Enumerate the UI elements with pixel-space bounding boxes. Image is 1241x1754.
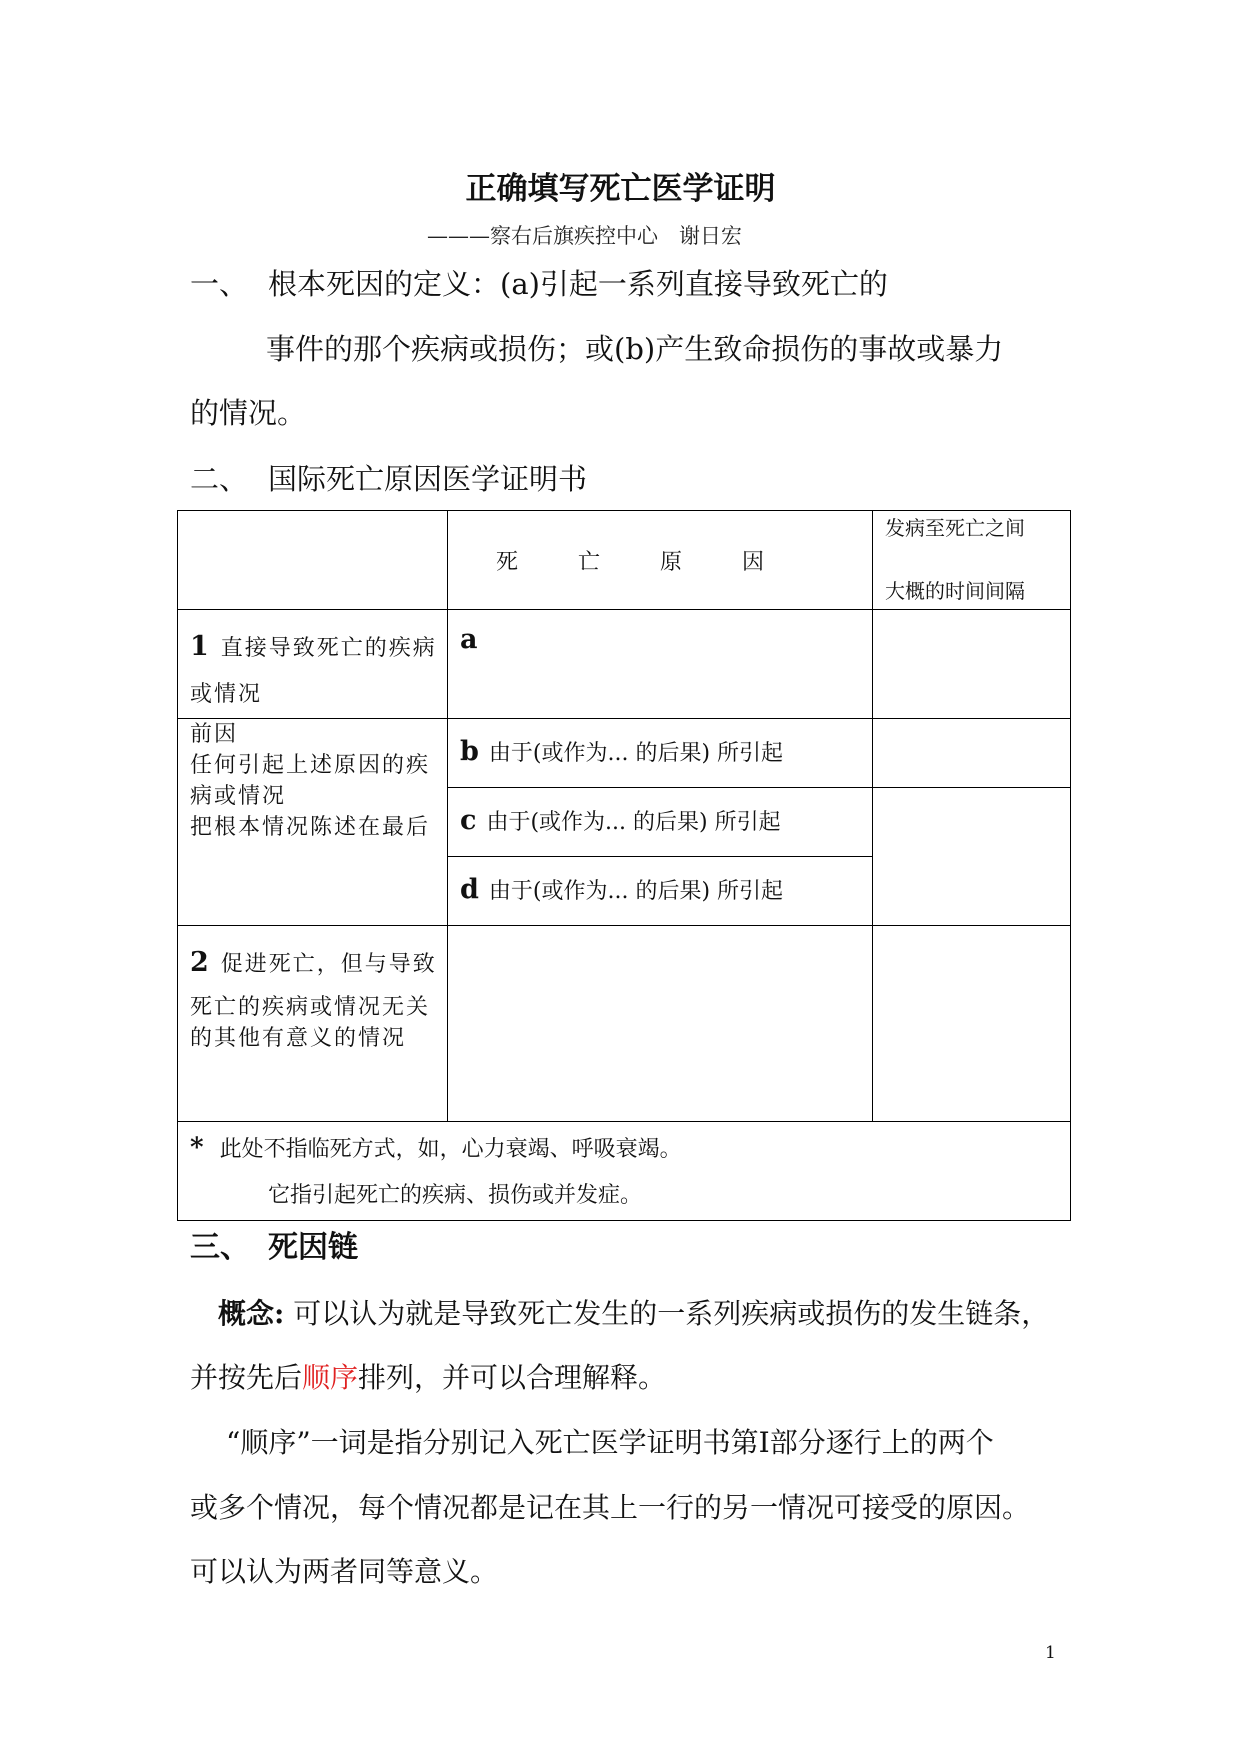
part2-cause-cell[interactable]	[448, 926, 873, 1122]
cause-header-char: 因	[742, 549, 765, 575]
part2-label-2: 死亡的疾病或情况无关的其他有意义的情况	[190, 995, 431, 1051]
interval-header-line2: 大概的时间间隔	[885, 579, 1025, 603]
section2-number: 二、	[190, 462, 249, 496]
row-d-letter: d	[460, 874, 479, 905]
header-blank-cell	[178, 511, 448, 610]
section1-text: 根本死因的定义：(a)引起一系列直接导致死亡的	[268, 267, 888, 301]
row-d-cell[interactable]	[448, 857, 873, 926]
row-b-interval-cell[interactable]	[873, 719, 1071, 788]
part2-label-line1	[190, 940, 447, 988]
row-b-letter: b	[460, 736, 479, 767]
document-title: 正确填写死亡医学证明	[465, 171, 776, 207]
section2-text: 国际死亡原因医学证明书	[268, 462, 588, 496]
note-text-1: 此处不指临死方式，如，心力衰竭、呼吸衰竭。	[219, 1137, 682, 1162]
part2-label-1: 促进死亡，但与导致	[220, 952, 437, 977]
certificate-table	[177, 510, 1071, 1221]
order-paragraph-line3: 可以认为两者同等意义。	[190, 1555, 499, 1588]
antecedent-label-3: 把根本情况陈述在最后	[190, 815, 431, 840]
antecedent-label-2: 任何引起上述原因的疾病或情况	[190, 753, 431, 809]
concept-label: 概念:	[218, 1297, 285, 1330]
row-b-cell[interactable]	[448, 719, 873, 788]
section3-text: 死因链	[268, 1230, 358, 1265]
part2-interval-cell[interactable]	[873, 926, 1071, 1122]
section1-line2: 事件的那个疾病或损伤；或(b)产生致命损伤的事故或暴力	[266, 332, 1004, 366]
cause-header-cell	[448, 511, 873, 610]
row-a	[178, 610, 1071, 719]
row-a-interval-cell[interactable]	[873, 610, 1071, 719]
section1-line1	[190, 262, 888, 303]
cause-header-char: 原	[660, 549, 683, 575]
section3-heading	[190, 1222, 358, 1266]
cause-header-char: 亡	[578, 549, 601, 575]
section1-line3: 的情况。	[190, 396, 307, 430]
row-c-letter: c	[460, 805, 477, 836]
row-b-text: 由于(或作为... 的后果) 所引起	[488, 741, 784, 766]
concept-line2-before: 并按先后	[190, 1361, 303, 1394]
note-line1	[190, 1125, 1070, 1173]
antecedent-label-1: 前因	[190, 722, 239, 747]
part1-label: 直接导致死亡的疾病或情况	[190, 636, 437, 707]
row-a-letter: a	[460, 624, 478, 655]
interval-header-cell	[873, 511, 1071, 610]
row-cd-interval-cell[interactable]	[873, 788, 1071, 926]
concept-paragraph-line2	[190, 1356, 666, 1396]
section2-heading	[190, 457, 587, 498]
author-line: ———察右后旗疾控中心 谢日宏	[427, 224, 742, 248]
note-star: *	[190, 1133, 204, 1163]
row-a-cell	[448, 610, 873, 719]
order-paragraph-line1: “顺序”一词是指分别记入死亡医学证明书第Ⅰ部分逐行上的两个	[226, 1426, 994, 1459]
row-part2	[178, 926, 1071, 1122]
row-c-text: 由于(或作为... 的后果) 所引起	[486, 810, 781, 835]
row-c-cell[interactable]	[448, 788, 873, 857]
row-b	[178, 719, 1071, 788]
row-d-text: 由于(或作为... 的后果) 所引起	[488, 879, 784, 904]
highlight-word: 顺序	[302, 1361, 359, 1394]
part2-label-cell	[178, 926, 448, 1122]
order-paragraph-line2: 或多个情况，每个情况都是记在其上一行的另一情况可接受的原因。	[190, 1491, 1031, 1524]
page-number: 1	[1045, 1643, 1056, 1663]
part1-number: 1	[190, 631, 211, 662]
note-cell	[178, 1122, 1071, 1221]
cause-header-char: 死	[496, 549, 519, 575]
antecedent-label-cell	[178, 719, 448, 926]
concept-paragraph-line1	[218, 1292, 1049, 1332]
part1-label-cell	[178, 610, 448, 719]
concept-text: 可以认为就是导致死亡发生的一系列疾病或损伤的发生链条，	[284, 1297, 1050, 1330]
section1-number: 一、	[190, 267, 249, 301]
note-row	[178, 1122, 1071, 1221]
interval-header-line1: 发病至死亡之间	[885, 516, 1025, 540]
header-row	[178, 511, 1071, 610]
section3-number: 三、	[190, 1230, 250, 1265]
concept-line2-after: 排列，并可以合理解释。	[358, 1361, 667, 1394]
part2-number: 2	[190, 947, 211, 978]
note-line2: 它指引起死亡的疾病、损伤或并发症。	[268, 1183, 643, 1208]
